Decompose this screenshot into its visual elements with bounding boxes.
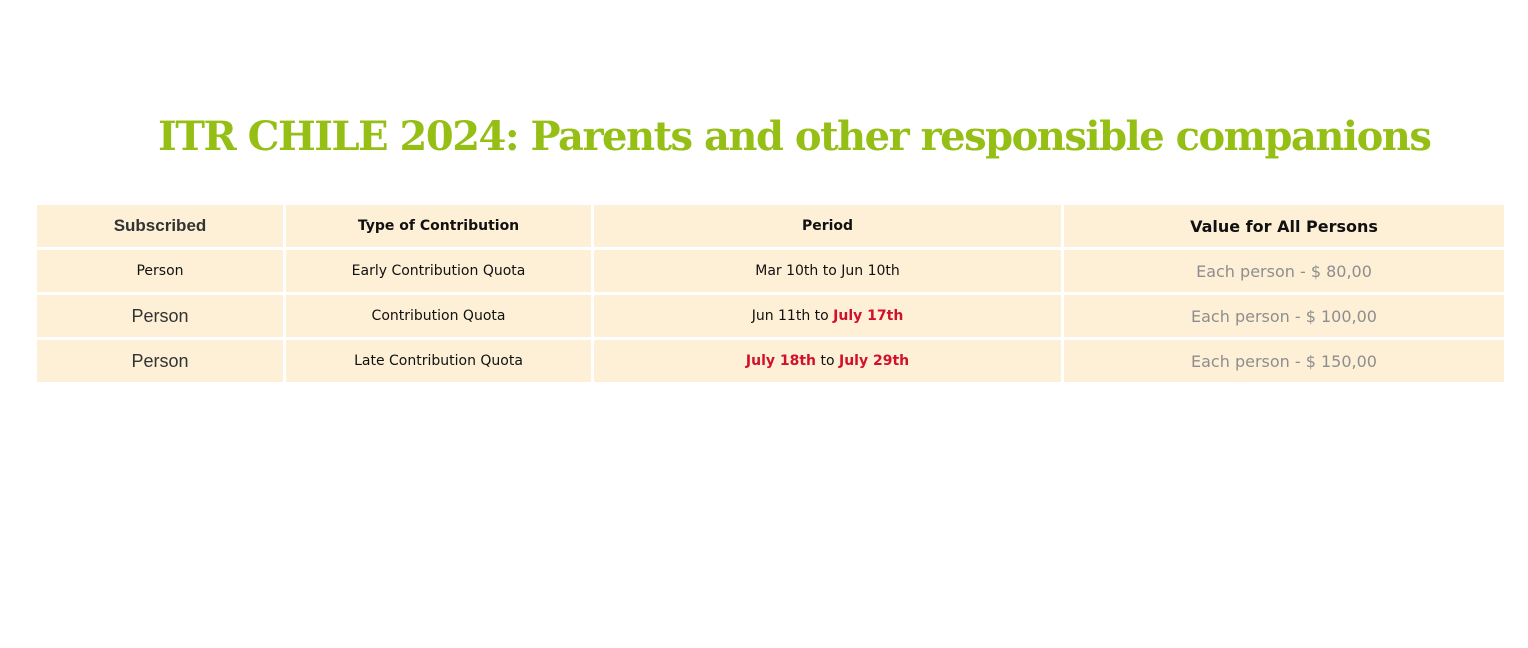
header-type-of-contribution: Type of Contribution xyxy=(286,205,591,247)
table-row xyxy=(37,250,1504,292)
period-connector: to xyxy=(814,308,829,324)
cell-value: Each person - $ 100,00 xyxy=(1064,295,1504,337)
header-subscribed: Subscribed xyxy=(37,205,283,247)
period-start-highlight: July 18th xyxy=(745,353,817,369)
cell-period xyxy=(594,250,1061,292)
cell-value: Each person - $ 150,00 xyxy=(1064,340,1504,382)
page-title: ITR CHILE 2024: Parents and other responsible companions xyxy=(158,113,1431,160)
cell-contribution-type: Early Contribution Quota xyxy=(286,250,591,292)
cell-subscribed: Person xyxy=(37,340,283,382)
table-header-row xyxy=(37,205,1504,247)
period-end: Jun 10th xyxy=(841,263,900,279)
cell-contribution-type: Late Contribution Quota xyxy=(286,340,591,382)
header-period: Period xyxy=(594,205,1061,247)
pricing-table xyxy=(34,202,1507,385)
cell-contribution-type: Contribution Quota xyxy=(286,295,591,337)
period-connector: to xyxy=(820,353,835,369)
cell-value: Each person - $ 80,00 xyxy=(1064,250,1504,292)
period-start: Jun 11th xyxy=(751,308,811,324)
period-connector: to xyxy=(822,263,837,279)
period-end-highlight: July 17th xyxy=(833,308,904,324)
table-row xyxy=(37,295,1504,337)
header-value: Value for All Persons xyxy=(1064,205,1504,247)
table-row xyxy=(37,340,1504,382)
period-end-highlight: July 29th xyxy=(838,353,910,369)
cell-period xyxy=(594,295,1061,337)
period-start: Mar 10th xyxy=(755,263,819,279)
cell-subscribed: Person xyxy=(37,295,283,337)
cell-subscribed: Person xyxy=(37,250,283,292)
cell-period xyxy=(594,340,1061,382)
